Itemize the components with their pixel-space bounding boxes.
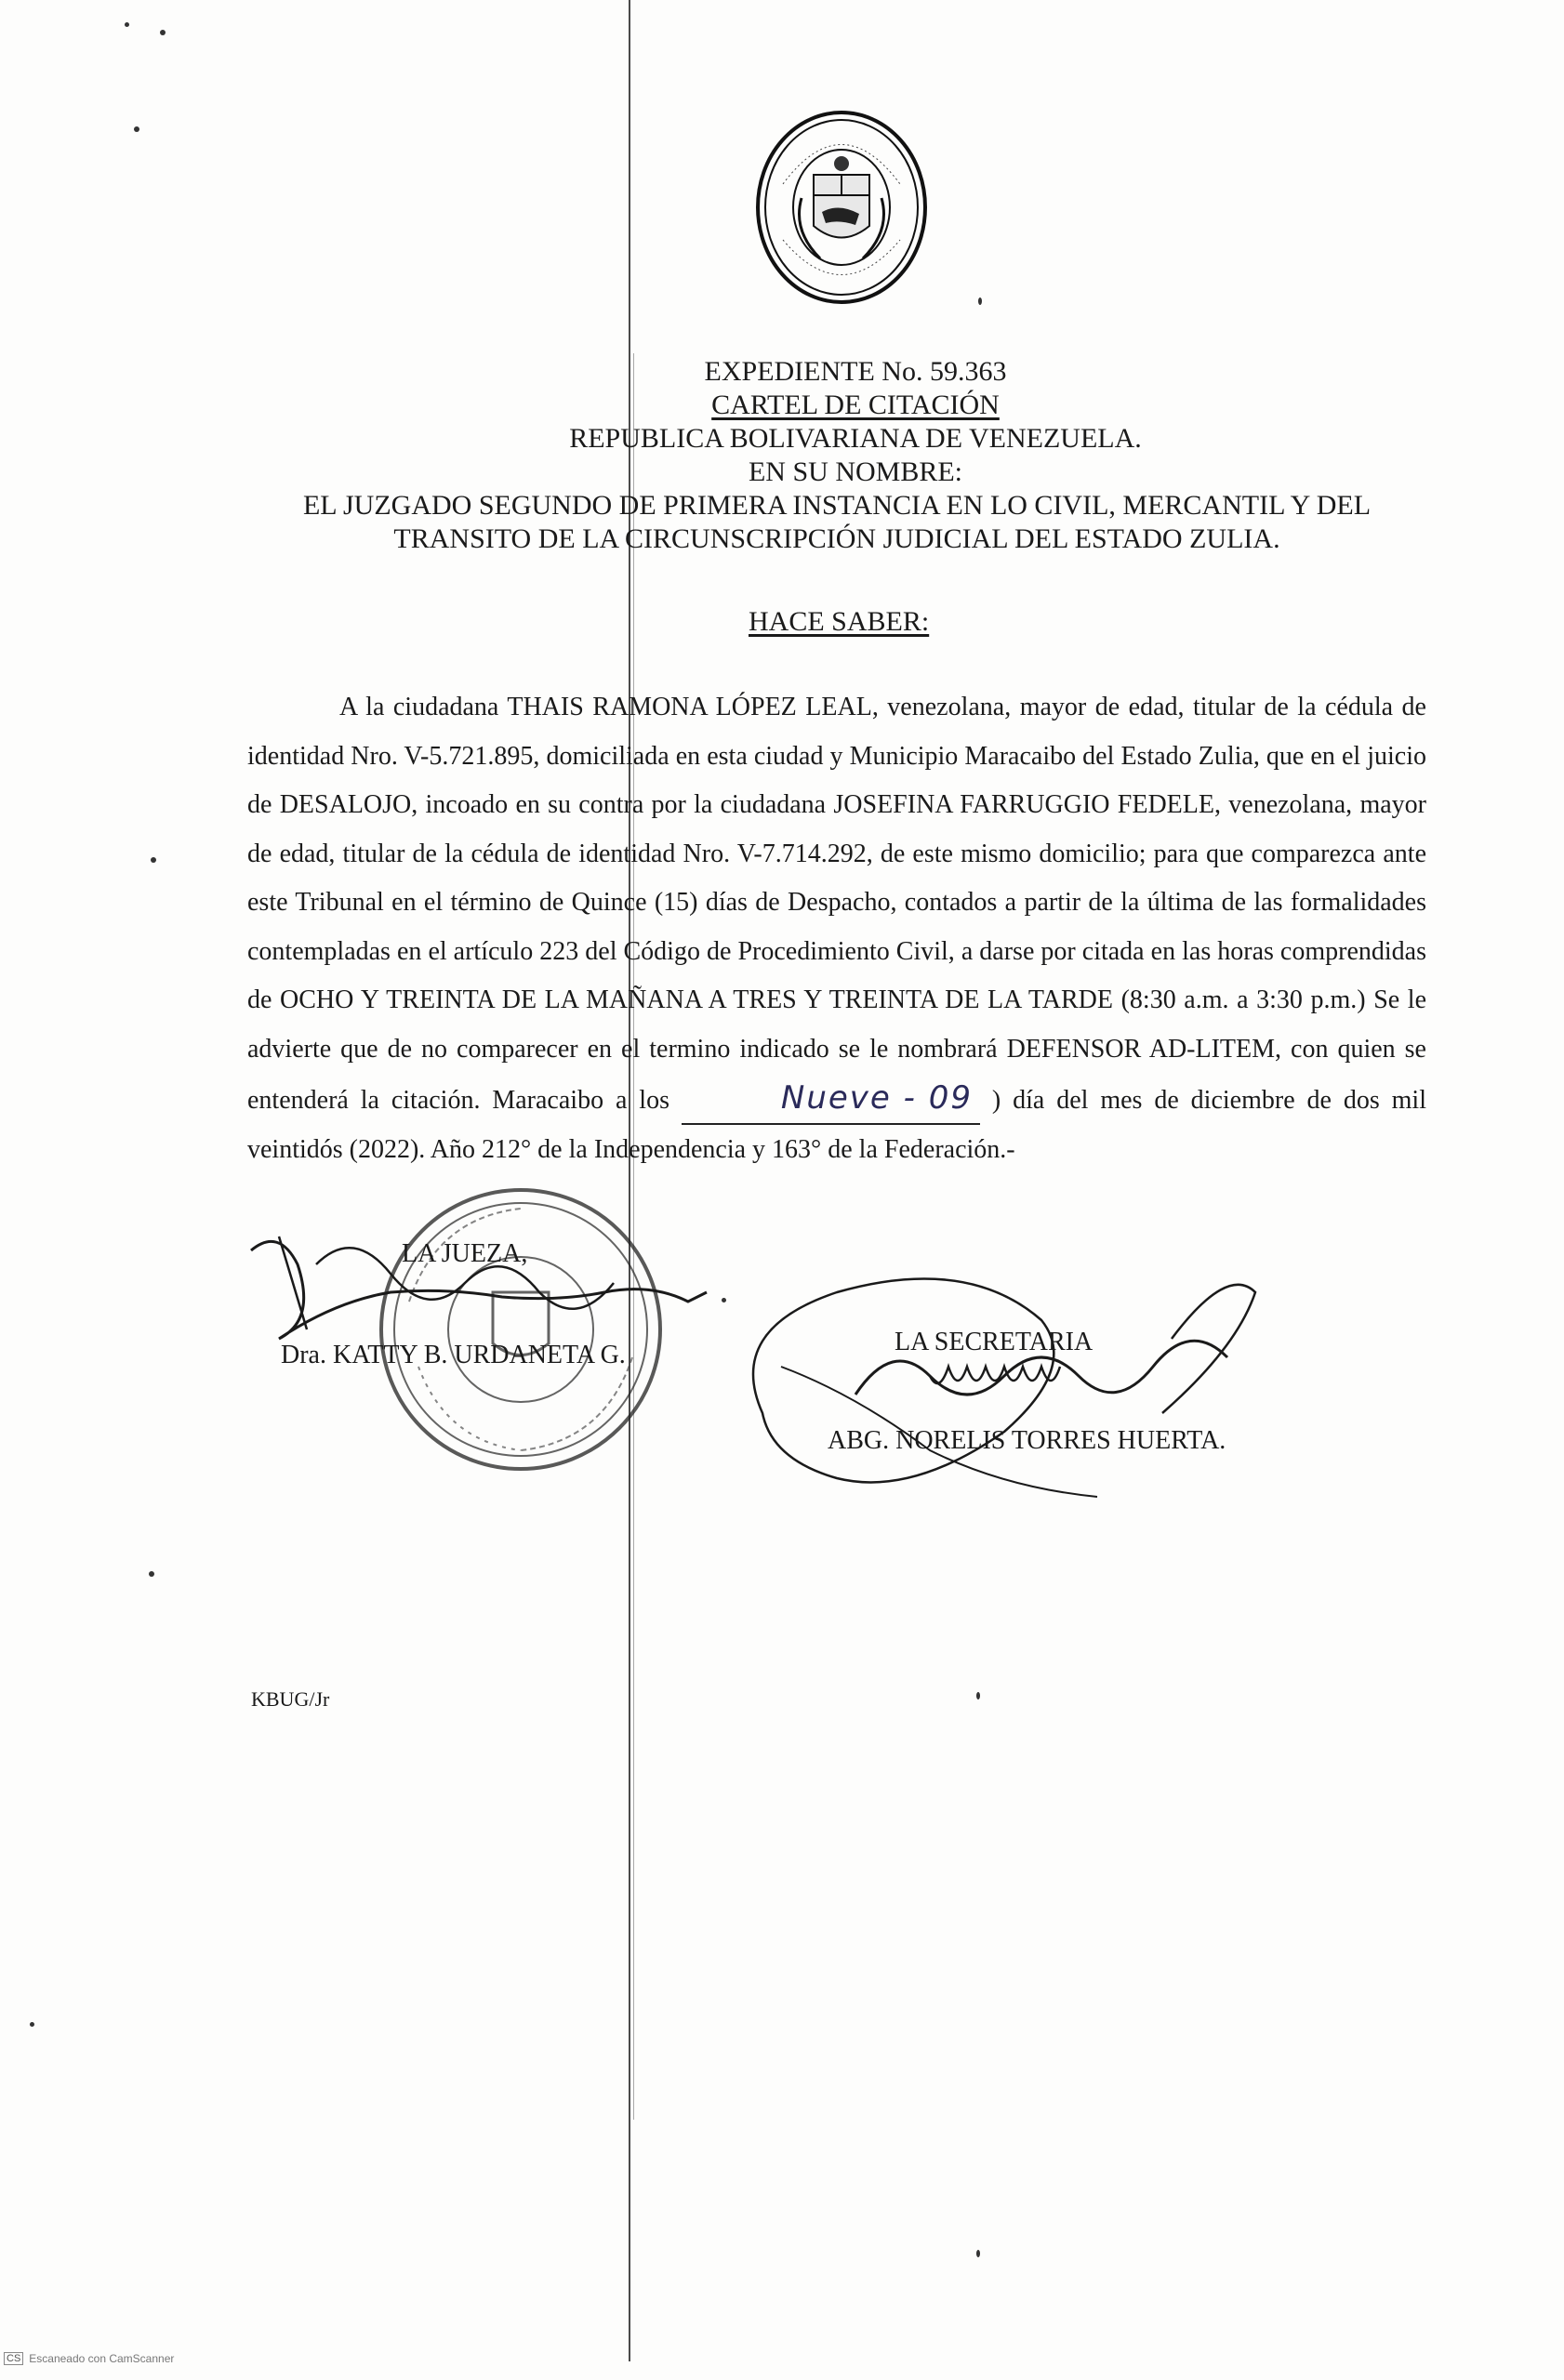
scan-speck: [722, 1298, 726, 1302]
court-seal-icon: [755, 110, 928, 305]
secretaria-name: ABG. NORELIS TORRES HUERTA.: [828, 1426, 1226, 1455]
jueza-title: LA JUEZA,: [402, 1239, 528, 1268]
body-text-before: A la ciudadana THAIS RAMONA LÓPEZ LEAL, venezolana, mayor de edad, titular de la cédula de identidad Nro. V-5.721.895, domiciliada en esta ciudad y Municipio Maracaibo del Estado Zulia, que en el juicio de DESALOJO, incoado en su contra por la ciudadana JOSEFINA FARRUGGIO FEDELE, venezolana, mayor de edad, titular de la cédula de identidad Nro. V-7.714.292, de este mismo domicilio; para que comparezca ante este Tribunal en el término de Quince (15) días de Despacho, contados a partir de la última de las formalidades contempladas en el artículo 223 del Código de Procedimiento Civil, a darse por citada en las horas comprendidas de OCHO Y TREINTA DE LA MAÑANA A TRES Y TREINTA DE LA TARDE (8:30 a.m. a 3:30 p.m.) Se le advierte que de no comparecer en el termino indicado se le nombrará DEFENSOR AD-LITEM, con quien se entenderá la citación. Maracaibo a los: [247, 693, 1426, 1115]
juzgado-line-2: TRANSITO DE LA CIRCUNSCRIPCIÓN JUDICIAL DEL ESTADO ZULIA.: [393, 523, 1280, 554]
expediente-number: EXPEDIENTE No. 59.363: [704, 356, 1007, 387]
juzgado-line-1: EL JUZGADO SEGUNDO DE PRIMERA INSTANCIA EN LO CIVIL, MERCANTIL Y DEL: [302, 490, 1372, 521]
republica-line: REPUBLICA BOLIVARIANA DE VENEZUELA.: [569, 423, 1142, 454]
scan-speck: [976, 1692, 980, 1699]
scan-speck: [160, 30, 166, 35]
cartel-title-text: CARTEL DE CITACIÓN: [711, 390, 1000, 420]
en-su-nombre-line: EN SU NOMBRE:: [748, 456, 963, 487]
body-text-after: ) día del mes de diciembre de dos mil veintidós (2022). Año 212° de la Independencia y 163° de la Federación.-: [247, 1086, 1426, 1164]
scanner-badge-text: Escaneado con CamScanner: [29, 2352, 175, 2365]
scan-speck: [149, 1571, 154, 1577]
hace-saber-heading: HACE SABER:: [749, 606, 930, 637]
scan-speck: [978, 298, 982, 305]
scan-speck: [976, 2250, 980, 2257]
document-header: [214, 355, 1423, 556]
handwritten-date: Nueve - 09: [682, 1074, 980, 1125]
citation-body: [247, 683, 1426, 1174]
secretaria-title: LA SECRETARIA: [895, 1328, 1093, 1356]
scanner-badge: [4, 2352, 174, 2365]
jueza-name: Dra. KATTY B. URDANETA G.: [281, 1341, 626, 1369]
scan-speck: [125, 22, 129, 27]
scan-speck: [134, 126, 139, 132]
scan-speck: [30, 2022, 34, 2027]
typist-initials: KBUG/Jr: [251, 1687, 330, 1711]
judge-stamp-icon: [372, 1181, 669, 1478]
scan-speck: [151, 857, 156, 863]
camscanner-logo-icon: CS: [4, 2352, 23, 2365]
cartel-title: [214, 389, 1423, 422]
